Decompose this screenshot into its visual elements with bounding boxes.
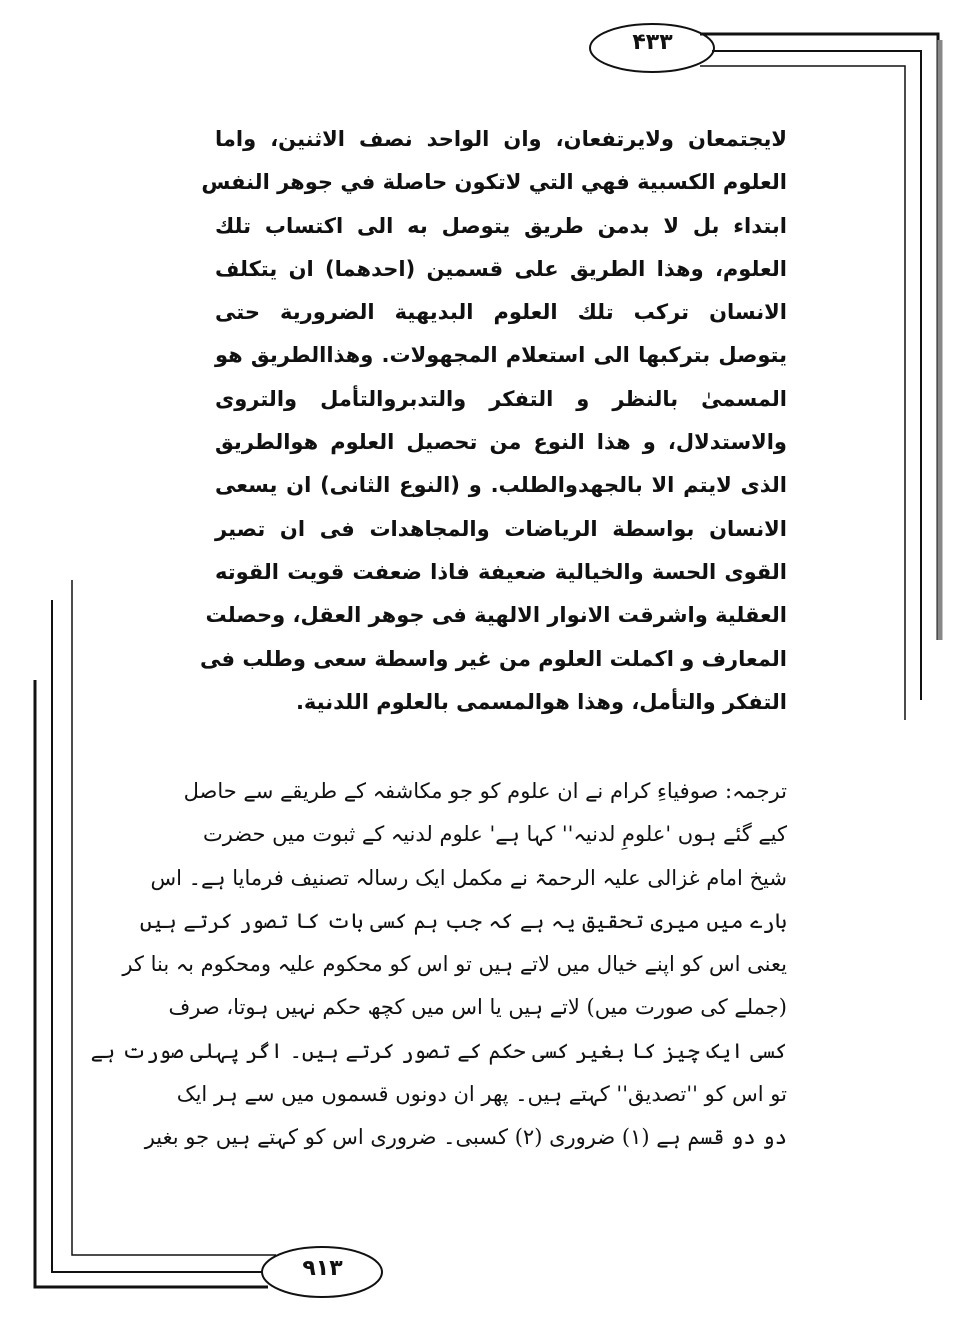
arabic-line: التفكر والتأمل، وهذا هوالمسمى بالعلوم اللدنية. bbox=[295, 689, 787, 714]
header-page-number: ۴۳۳ bbox=[632, 30, 673, 55]
urdu-line: تو اس کو ''تصدیق'' کہتے ہیں۔ پھر ان دونوں قسموں میں سے ہر ایک bbox=[176, 1082, 787, 1107]
arabic-line: ابتداء بل لا بدمن طريق يتوصل به الى اكتساب تلك bbox=[215, 213, 787, 238]
urdu-line: شیخ امام غزالی علیہ الرحمۃ نے مکمل ایک رسالہ تصنیف فرمایا ہے۔ اس bbox=[150, 865, 787, 890]
urdu-line: (جملے کی صورت میں) لاتے ہیں یا اس میں کچھ حکم نہیں ہوتا، صرف bbox=[168, 995, 787, 1020]
arabic-line: العلوم الكسبية فهي التي لاتكون حاصلة في جوهر النفس bbox=[201, 170, 787, 195]
urdu-translation-block bbox=[90, 770, 787, 1160]
arabic-line: العلوم، وهذا الطريق على قسمين (احدهما) ان يتكلف bbox=[215, 256, 787, 281]
urdu-line: ترجمہ: صوفیاءِ کرام نے ان علوم کو جو مکاشفہ کے طریقے سے حاصل bbox=[183, 779, 787, 803]
urdu-line: دو دو قسم ہے (۱) ضروری (۲) کسبی۔ ضروری اس کو کہتے ہیں جو بغیر bbox=[144, 1125, 787, 1150]
arabic-line: الانسان تركب تلك العلوم البديهية الضرورية حتى bbox=[215, 300, 787, 325]
footer-page-number: ۹۱۳ bbox=[302, 1256, 343, 1281]
arabic-line: لايجتمعان ولايرتفعان، وان الواحد نصف الاثنين، واما bbox=[215, 127, 787, 151]
urdu-line: یعنی اس کو اپنے خیال میں لاتے ہیں تو اس کو محکوم علیہ ومحکوم بہ بنا کر bbox=[122, 952, 787, 977]
arabic-line: المعارف و اكملت العلوم من غير واسطة سعى وطلب فى bbox=[200, 646, 787, 671]
arabic-line: الانسان بواسطة الرياضات والمجاهدات فى ان تصير bbox=[215, 516, 787, 541]
arabic-line: العقلية واشرقت الانوار الالهية فى جوهر العقل، وحصلت bbox=[205, 603, 787, 628]
arabic-line: القوى الحسة والخيالية ضعيفة فاذا ضعفت قويت القوته bbox=[215, 559, 787, 584]
arabic-text-block bbox=[200, 118, 787, 724]
arabic-line: والاستدلال، و هذا النوع من تحصيل العلوم هوالطريق bbox=[215, 430, 787, 455]
urdu-line: بارے میں میری تحقیق یہ ہے کہ جب ہم کسی بات کا تصور کرتے ہیں bbox=[139, 908, 787, 933]
arabic-line: المسمىٰ بالنظر و التفكر والتدبروالتأمل والتروى bbox=[215, 386, 787, 411]
arabic-line: يتوصل بتركبها الى استعلام المجهولات. وهذاالطريق هو bbox=[215, 343, 787, 368]
urdu-line: کسی ایک چیز کا بغیر کسی حکم کے تصور کرتے ہیں۔ اگر پہلی صورت ہے bbox=[90, 1038, 787, 1063]
urdu-line: کیے گئے ہوں 'علومِ لدنیہ'' کہا ہے' علوم لدنیہ کے ثبوت میں حضرت bbox=[202, 822, 787, 847]
arabic-line: الذى لايتم الا بالجهدوالطلب. و (النوع الثانى) ان يسعى bbox=[215, 473, 787, 498]
